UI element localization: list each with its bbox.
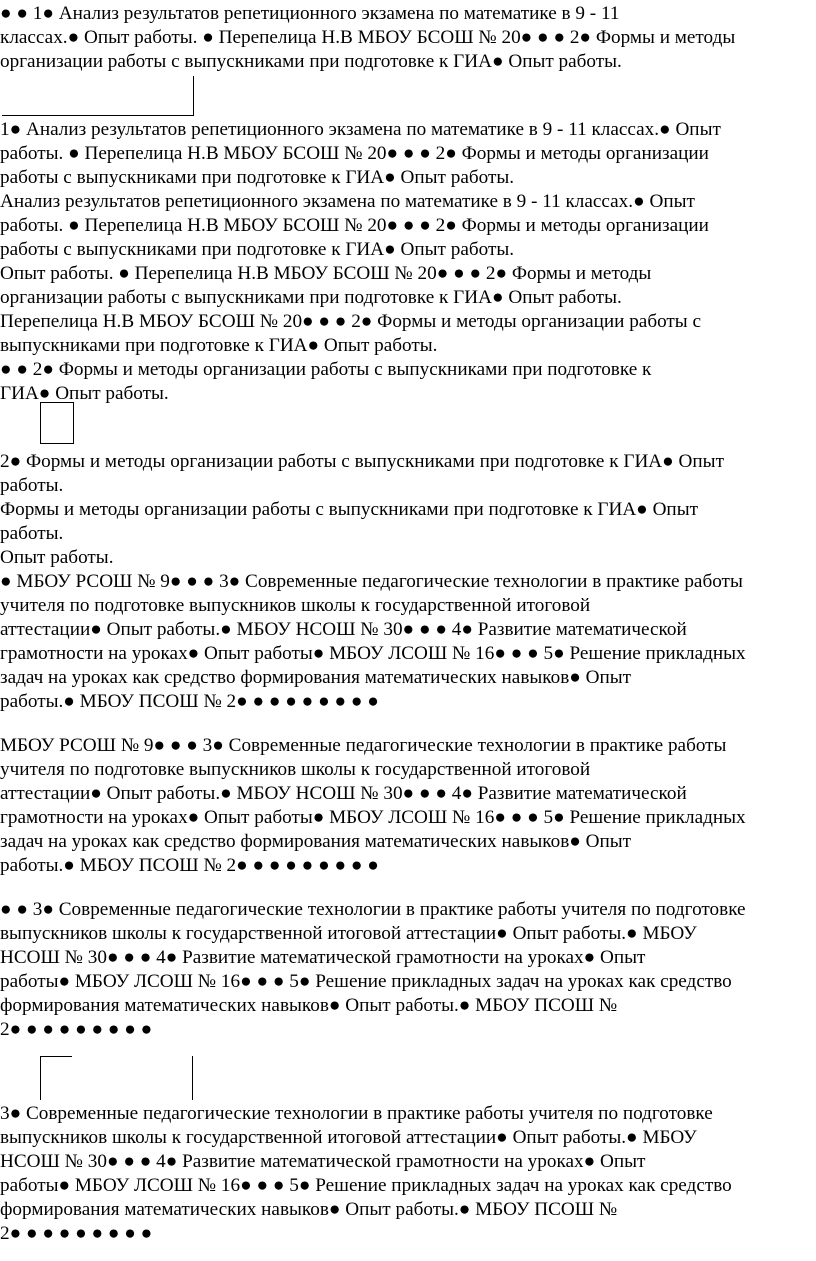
text-line: задач на уроках как средство формирования математических навыков● Опыт bbox=[0, 831, 632, 852]
frame-box bbox=[2, 76, 194, 116]
text-line: аттестации● Опыт работы.● МБОУ НСОШ № 30● ● ● 4● Развитие математической bbox=[0, 619, 687, 640]
text-line: работы. ● Перепелица Н.В МБОУ БСОШ № 20● ● ● 2● Формы и методы организации bbox=[0, 143, 709, 164]
text-line: аттестации● Опыт работы.● МБОУ НСОШ № 30● ● ● 4● Развитие математической bbox=[0, 783, 687, 804]
text-line: выпускниками при подготовке к ГИА● Опыт работы. bbox=[0, 335, 438, 356]
text-line: ● МБОУ РСОШ № 9● ● ● 3● Современные педагогические технологии в практике работы bbox=[0, 571, 743, 592]
text-line: учителя по подготовке выпускников школы к государственной итоговой bbox=[0, 595, 591, 616]
text-block-5 bbox=[0, 898, 812, 1042]
text-line: Анализ результатов репетиционного экзамена по математике в 9 - 11 классах.● Опыт bbox=[0, 191, 695, 212]
text-line: работы.● МБОУ ПСОШ № 2● ● ● ● ● ● ● ● ● bbox=[0, 855, 379, 876]
frame-corner bbox=[40, 1056, 72, 1100]
text-line: МБОУ РСОШ № 9● ● ● 3● Современные педагогические технологии в практике работы bbox=[0, 735, 727, 756]
text-line: организации работы с выпускниками при подготовке к ГИА● Опыт работы. bbox=[0, 51, 622, 72]
text-line: ● ● 1● Анализ результатов репетиционного экзамена по математике в 9 - 11 bbox=[0, 3, 620, 24]
text-block-4 bbox=[0, 734, 812, 878]
text-block-3 bbox=[0, 450, 812, 714]
text-line: Формы и методы организации работы с выпускниками при подготовке к ГИА● Опыт bbox=[0, 499, 698, 520]
text-line: организации работы с выпускниками при подготовке к ГИА● Опыт работы. bbox=[0, 287, 622, 308]
text-line: Опыт работы. bbox=[0, 547, 114, 568]
text-line: учителя по подготовке выпускников школы к государственной итоговой bbox=[0, 759, 591, 780]
text-line: ● ● 3● Современные педагогические технологии в практике работы учителя по подготовке bbox=[0, 899, 746, 920]
text-line: классах.● Опыт работы. ● Перепелица Н.В МБОУ БСОШ № 20● ● ● 2● Формы и методы bbox=[0, 27, 736, 48]
text-line: грамотности на уроках● Опыт работы● МБОУ ЛСОШ № 16● ● ● 5● Решение прикладных bbox=[0, 643, 746, 664]
text-line: выпускников школы к государственной итоговой аттестации● Опыт работы.● МБОУ bbox=[0, 923, 697, 944]
text-line: НСОШ № 30● ● ● 4● Развитие математической грамотности на уроках● Опыт bbox=[0, 947, 646, 968]
text-line: 3● Современные педагогические технологии в практике работы учителя по подготовке bbox=[0, 1103, 713, 1124]
text-line: формирования математических навыков● Опыт работы.● МБОУ ПСОШ № bbox=[0, 995, 618, 1016]
text-line: 2● ● ● ● ● ● ● ● ● bbox=[0, 1019, 153, 1040]
text-line: грамотности на уроках● Опыт работы● МБОУ ЛСОШ № 16● ● ● 5● Решение прикладных bbox=[0, 807, 746, 828]
text-line: Перепелица Н.В МБОУ БСОШ № 20● ● ● 2● Формы и методы организации работы с bbox=[0, 311, 702, 332]
text-line: работы. bbox=[0, 475, 64, 496]
text-line: работы● МБОУ ЛСОШ № 16● ● ● 5● Решение прикладных задач на уроках как средство bbox=[0, 1175, 732, 1196]
frame-box bbox=[40, 402, 74, 444]
text-line: работы● МБОУ ЛСОШ № 16● ● ● 5● Решение прикладных задач на уроках как средство bbox=[0, 971, 732, 992]
text-line: 2● Формы и методы организации работы с выпускниками при подготовке к ГИА● Опыт bbox=[0, 451, 724, 472]
text-line: работы с выпускниками при подготовке к ГИА● Опыт работы. bbox=[0, 239, 515, 260]
text-line: выпускников школы к государственной итоговой аттестации● Опыт работы.● МБОУ bbox=[0, 1127, 697, 1148]
text-line: формирования математических навыков● Опыт работы.● МБОУ ПСОШ № bbox=[0, 1199, 618, 1220]
text-line: задач на уроках как средство формирования математических навыков● Опыт bbox=[0, 667, 632, 688]
text-line: Опыт работы. ● Перепелица Н.В МБОУ БСОШ № 20● ● ● 2● Формы и методы bbox=[0, 263, 652, 284]
text-line: НСОШ № 30● ● ● 4● Развитие математической грамотности на уроках● Опыт bbox=[0, 1151, 646, 1172]
text-line: работы. bbox=[0, 523, 64, 544]
text-block-6 bbox=[0, 1102, 812, 1246]
frame-divider bbox=[192, 1056, 193, 1100]
text-line: ГИА● Опыт работы. bbox=[0, 383, 169, 404]
text-line: 2● ● ● ● ● ● ● ● ● bbox=[0, 1223, 153, 1244]
text-line: работы с выпускниками при подготовке к ГИА● Опыт работы. bbox=[0, 167, 515, 188]
text-line: работы.● МБОУ ПСОШ № 2● ● ● ● ● ● ● ● ● bbox=[0, 691, 379, 712]
text-line: 1● Анализ результатов репетиционного экзамена по математике в 9 - 11 классах.● Опыт bbox=[0, 119, 721, 140]
text-line: ● ● 2● Формы и методы организации работы с выпускниками при подготовке к bbox=[0, 359, 652, 380]
text-line: работы. ● Перепелица Н.В МБОУ БСОШ № 20● ● ● 2● Формы и методы организации bbox=[0, 215, 709, 236]
text-block-1 bbox=[0, 2, 812, 74]
text-block-2 bbox=[0, 118, 812, 406]
